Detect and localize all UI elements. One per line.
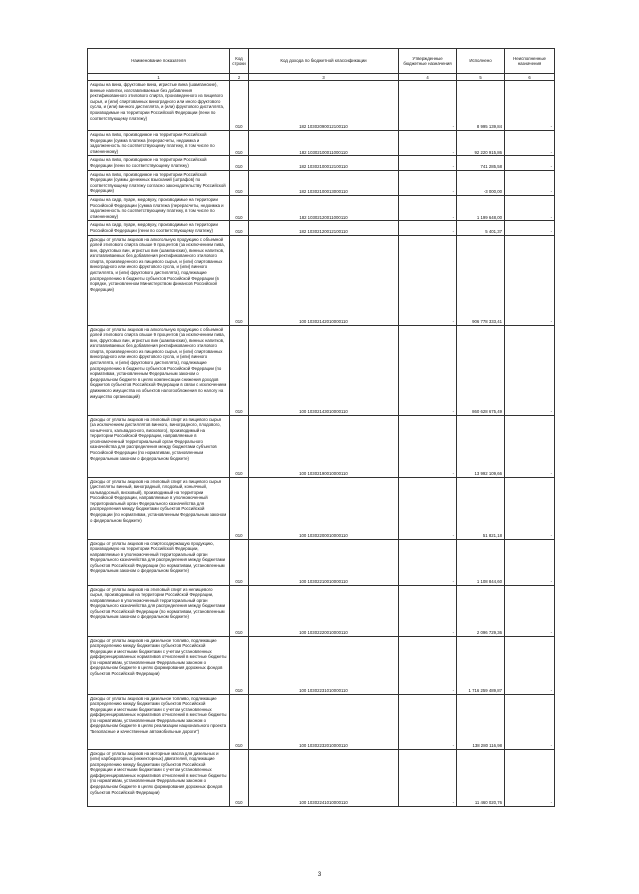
- row-executed: 11 460 020,76: [457, 749, 505, 806]
- row-budget-code: 182 10302100011000110: [249, 131, 399, 156]
- row-indicator-name: Акцизы на пиво, производимое на территории Российской Федерации (суммы денежных взысканий (штрафов) по соответствующему платежу согласно законодательству Российской Федерации): [88, 170, 230, 195]
- row-line-code: 010: [230, 749, 249, 806]
- row-line-code: 010: [230, 325, 249, 415]
- table-row: [88, 539, 555, 585]
- row-budget-code: 100 10302200010000110: [249, 477, 399, 539]
- row-approved: -: [399, 694, 457, 749]
- row-approved: -: [399, 195, 457, 220]
- row-executed: 1 199 648,00: [457, 195, 505, 220]
- report-table-container: [87, 48, 554, 807]
- row-budget-code: 100 10302231010000110: [249, 636, 399, 694]
- table-row: [88, 131, 555, 156]
- row-unexecuted: -: [505, 694, 555, 749]
- header-unexecuted: Неисполненные назначения: [505, 49, 555, 74]
- row-approved: -: [399, 156, 457, 170]
- table-row: [88, 477, 555, 539]
- row-unexecuted: -: [505, 221, 555, 235]
- row-indicator-name: Акцизы на пиво, производимое на территории Российской Федерации (пени по соответствующему платежу): [88, 156, 230, 170]
- row-indicator-name: Доходы от уплаты акцизов на этиловый спирт из непищевого сырья, производимый на территории Российской Федерации, направляемые в уполномоченный территориальный орган Федерального казначейства для распределения между бюджетами субъектов Российской Федерации (по нормативам, установленным Федеральным законом о федеральном бюджете): [88, 585, 230, 636]
- column-number: 2: [230, 74, 249, 81]
- row-approved: -: [399, 415, 457, 477]
- row-budget-code: 100 10302232010000110: [249, 694, 399, 749]
- row-line-code: 010: [230, 585, 249, 636]
- page-number: 3: [317, 872, 322, 878]
- row-executed: 2 096 729,36: [457, 585, 505, 636]
- row-line-code: 010: [230, 636, 249, 694]
- row-indicator-name: Доходы от уплаты акцизов на дизельное топливо, подлежащие распределению между бюджетами субъектов Российской Федерации и местными бюджетами с учетом установленных дифференцированных нормативов отчислений в местные бюджеты (по нормативам, установленным Федеральным законом о федеральном бюджете в целях реализации национального проекта "Безопасные и качественные автомобильные дороги"): [88, 694, 230, 749]
- row-approved: -: [399, 585, 457, 636]
- row-unexecuted: -: [505, 477, 555, 539]
- row-unexecuted: -: [505, 235, 555, 325]
- row-line-code: 010: [230, 170, 249, 195]
- row-indicator-name: Акцизы на вина, фруктовые вина, игристые вина (шампанские), винные напитки, изготавливаемые без добавления ректификованного этилового спирта, произведенного из пищевого сырья, и (или) спиртованных виноградного или иного фруктового сусла, и (или) винного дистиллята, и (или) фруктового дистиллята, производимые на территории Российской Федерации (пени по соответствующему платежу): [88, 81, 230, 131]
- column-number: 5: [457, 74, 505, 81]
- row-budget-code: 100 10302241010000110: [249, 749, 399, 806]
- table-row: [88, 694, 555, 749]
- row-line-code: 010: [230, 539, 249, 585]
- table-row: [88, 170, 555, 195]
- row-executed: 51 821,18: [457, 477, 505, 539]
- income-report-table: [87, 48, 555, 807]
- column-number: 6: [505, 74, 555, 81]
- column-number: 3: [249, 74, 399, 81]
- column-number: 4: [399, 74, 457, 81]
- row-executed: 741 285,58: [457, 156, 505, 170]
- row-indicator-name: Доходы от уплаты акцизов на этиловый спирт из пищевого сырья (дистилляты винный, виноградный, плодовый, коньячный, кальвадосный, висковый), производимый на территории Российской Федерации, направляемые в уполномоченный территориальный орган Федерального казначейства для распределения между бюджетами субъектов Российской Федерации (по нормативам, установленным Федеральным законом о федеральном бюджете): [88, 477, 230, 539]
- header-approved: Утвержденные бюджетные назначения: [399, 49, 457, 74]
- table-row: [88, 156, 555, 170]
- row-executed: 906 778 333,41: [457, 235, 505, 325]
- row-unexecuted: -: [505, 81, 555, 131]
- row-indicator-name: Акцизы на сидр, пуаре, медовуху, производимые на территории Российской Федерации (сумма платежа (перерасчеты, недоимка и задолженность по соответствующему платежу, в том числе по отмененному): [88, 195, 230, 220]
- row-unexecuted: -: [505, 131, 555, 156]
- row-unexecuted: -: [505, 415, 555, 477]
- row-executed: 13 992 109,66: [457, 415, 505, 477]
- table-row: [88, 585, 555, 636]
- row-indicator-name: Доходы от уплаты акцизов на этиловый спирт из пищевого сырья (за исключением дистиллятов винного, виноградного, плодового, коньячного, кальвадосного, вискового), производимый на территории Российской Федерации, направляемые в уполномоченный территориальный орган Федерального казначейства для распределения между бюджетами субъектов Российской Федерации (по нормативам, установленным Федеральным законом о федеральном бюджете): [88, 415, 230, 477]
- header-indicator-name: Наименование показателя: [88, 49, 230, 74]
- row-budget-code: 100 10302210010000110: [249, 539, 399, 585]
- row-executed: 92 220 915,86: [457, 131, 505, 156]
- row-line-code: 010: [230, 195, 249, 220]
- row-unexecuted: -: [505, 749, 555, 806]
- row-executed: 138 280 116,98: [457, 694, 505, 749]
- row-executed: 8 995 139,84: [457, 81, 505, 131]
- row-line-code: 010: [230, 81, 249, 131]
- row-indicator-name: Доходы от уплаты акцизов на моторные масла для дизельных и (или) карбюраторных (инжекторных) двигателей, подлежащие распределению между бюджетами субъектов Российской Федерации и местными бюджетами с учетом установленных дифференцированных нормативов отчислений в местные бюджеты (по нормативам, установленным Федеральным законом о федеральном бюджете в целях формирования дорожных фондов субъектов Российской Федерации): [88, 749, 230, 806]
- row-approved: -: [399, 477, 457, 539]
- row-line-code: 010: [230, 221, 249, 235]
- row-line-code: 010: [230, 477, 249, 539]
- table-row: [88, 415, 555, 477]
- row-budget-code: 100 10302190010000110: [249, 415, 399, 477]
- row-executed: 1 716 259 489,87: [457, 636, 505, 694]
- row-unexecuted: -: [505, 539, 555, 585]
- row-line-code: 010: [230, 131, 249, 156]
- table-row: [88, 81, 555, 131]
- row-approved: -: [399, 81, 457, 131]
- table-row: [88, 749, 555, 806]
- row-executed: 860 628 675,49: [457, 325, 505, 415]
- table-row: [88, 235, 555, 325]
- table-row: [88, 325, 555, 415]
- row-unexecuted: -: [505, 325, 555, 415]
- row-budget-code: 100 10302143010000110: [249, 325, 399, 415]
- header-budget-code: Код дохода по бюджетной классификации: [249, 49, 399, 74]
- row-unexecuted: -: [505, 636, 555, 694]
- header-executed: Исполнено: [457, 49, 505, 74]
- row-budget-code: 182 10302120012100110: [249, 221, 399, 235]
- table-header-row: [88, 49, 555, 74]
- row-budget-code: 100 10302220010000110: [249, 585, 399, 636]
- row-line-code: 010: [230, 156, 249, 170]
- table-row: [88, 221, 555, 235]
- row-indicator-name: Доходы от уплаты акцизов на алкогольную продукцию с объемной долей этилового спирта свыше 9 процентов (за исключением пива, вин, фруктовых вин, игристых вин (шампанских), винных напитков, изготавливаемых без добавления ректификованного этилового спирта, произведенного из пищевого сырья, и (или) спиртованных виноградного или иного фруктового сусла, и (или) винного дистиллята, и (или) фруктового дистиллята), подлежащие распределению в бюджеты субъектов Российской Федерации (по нормативам, установленным Федеральным законом о федеральном бюджете в целях компенсации снижения доходов бюджетов субъектов Российской Федерации в связи с исключением движимого имущества из объектов налогообложения по налогу на имущество организаций): [88, 325, 230, 415]
- row-unexecuted: -: [505, 156, 555, 170]
- table-row: [88, 195, 555, 220]
- row-approved: -: [399, 325, 457, 415]
- table-row: [88, 636, 555, 694]
- row-line-code: 010: [230, 415, 249, 477]
- row-indicator-name: Акцизы на сидр, пуаре, медовуху, производимые на территории Российской Федерации (пени по соответствующему платежу): [88, 221, 230, 235]
- row-unexecuted: -: [505, 195, 555, 220]
- row-approved: -: [399, 636, 457, 694]
- row-indicator-name: Акцизы на пиво, производимое на территории Российской Федерации (сумма платежа (перерасчеты, недоимка и задолженность по соответствующему платежу, в том числе по отмененному): [88, 131, 230, 156]
- row-executed: 5 401,37: [457, 221, 505, 235]
- row-indicator-name: Доходы от уплаты акцизов на спиртосодержащую продукцию, производимую на территории Российской Федерации, направляемые в уполномоченный территориальный орган Федерального казначейства для распределения между бюджетами субъектов Российской Федерации (по нормативам, установленным Федеральным законом о федеральном бюджете): [88, 539, 230, 585]
- row-budget-code: 182 10302100013000110: [249, 170, 399, 195]
- row-budget-code: 182 10302100012100110: [249, 156, 399, 170]
- row-approved: -: [399, 539, 457, 585]
- row-indicator-name: Доходы от уплаты акцизов на алкогольную продукцию с объемной долей этилового спирта свыше 9 процентов (за исключением пива, вин, фруктовых вин, игристых вин (шампанских), винных напитков, изготавливаемых без добавления ректификованного этилового спирта, произведенного из пищевого сырья, и (или) спиртованных виноградного или иного фруктового сусла, и (или) винного дистиллята, и (или) фруктового дистиллята), подлежащие распределению в бюджеты субъектов Российской Федерации (в порядке, установленном Министерством финансов Российской Федерации): [88, 235, 230, 325]
- row-executed: 1 108 844,60: [457, 539, 505, 585]
- row-approved: -: [399, 235, 457, 325]
- row-executed: -3 000,00: [457, 170, 505, 195]
- row-approved: -: [399, 131, 457, 156]
- header-line-code: Код строки: [230, 49, 249, 74]
- column-number: 1: [88, 74, 230, 81]
- row-indicator-name: Доходы от уплаты акцизов на дизельное топливо, подлежащие распределению между бюджетами субъектов Российской Федерации и местными бюджетами с учетом установленных дифференцированных нормативов отчислений в местные бюджеты (по нормативам, установленным Федеральным законом о федеральном бюджете в целях формирования дорожных фондов субъектов Российской Федерации): [88, 636, 230, 694]
- row-line-code: 010: [230, 694, 249, 749]
- row-approved: -: [399, 170, 457, 195]
- row-budget-code: 182 10302090012100110: [249, 81, 399, 131]
- row-budget-code: 182 10302120011000110: [249, 195, 399, 220]
- row-approved: -: [399, 221, 457, 235]
- row-unexecuted: -: [505, 170, 555, 195]
- row-budget-code: 100 10302142010000110: [249, 235, 399, 325]
- column-number-row: [88, 74, 555, 81]
- row-unexecuted: -: [505, 585, 555, 636]
- row-line-code: 010: [230, 235, 249, 325]
- row-approved: -: [399, 749, 457, 806]
